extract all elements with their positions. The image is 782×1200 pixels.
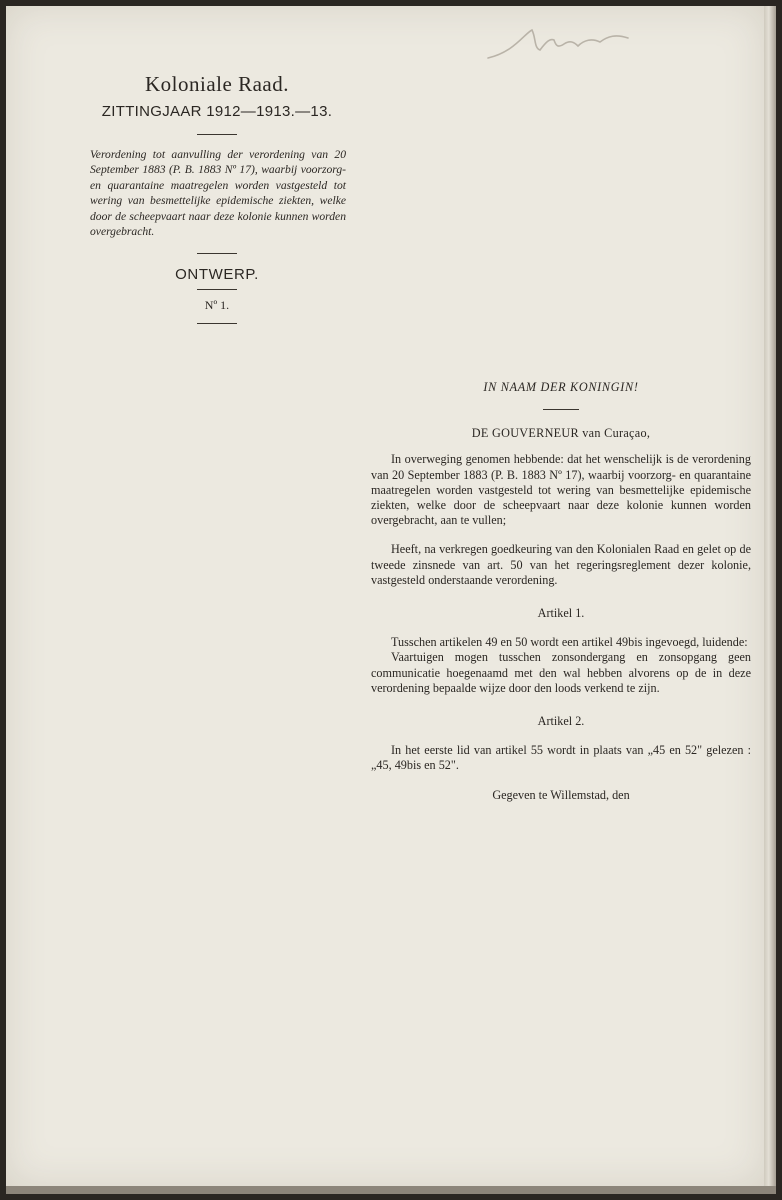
article-paragraph: Tusschen artikelen 49 en 50 wordt een artikel 49bis ingevoegd, luidende: <box>391 635 748 650</box>
draft-label: ONTWERP. <box>175 266 259 284</box>
pencil-annotation <box>484 24 634 64</box>
article-heading: Artikel 2. <box>537 714 585 729</box>
divider <box>197 323 237 324</box>
article-paragraph: Vaartuigen mogen tusschen zonsondergang en zonsopgang geen communicatie hoegenaamd met den wal hebben alvorens op de in deze verordening bepaalde wijze door den loods verkend te zijn. <box>371 650 751 695</box>
article-heading: Artikel 1. <box>537 606 585 621</box>
header-column <box>86 72 348 324</box>
divider <box>543 409 579 410</box>
page-edge <box>6 1186 776 1194</box>
draft-number: Nº 1. <box>204 298 230 313</box>
divider <box>197 289 237 290</box>
signoff: Gegeven te Willemstad, den <box>492 787 630 802</box>
session-year: ZITTINGJAAR 1912—1913.—13. <box>101 103 333 120</box>
council-title: Koloniale Raad. <box>145 72 289 96</box>
document-page <box>6 6 764 1186</box>
divider <box>197 134 237 135</box>
ordinance-body <box>371 380 751 803</box>
ordinance-description: Verordening tot aanvulling der verordening van 20 September 1883 (P. B. 1883 Nº 17), waarbij voorzorg- en quarantaine maatregelen worden vastgesteld tot wering van besmettelijke epidemische ziekten, welke door de scheepvaart naar deze kolonie kunnen worden overgebracht. <box>90 148 346 239</box>
article-paragraph: In het eerste lid van artikel 55 wordt in plaats van „45 en 52" gelezen : „45, 49bis en 52". <box>371 743 751 773</box>
approval-paragraph: Heeft, na verkregen goedkeuring van den Kolonialen Raad en gelet op de tweede zinsnede van art. 50 van het regeringsreglement dezer kolonie, vastgesteld onderstaande verordening. <box>371 542 751 587</box>
page-edge <box>764 6 776 1186</box>
invocation: IN NAAM DER KONINGIN! <box>483 380 639 394</box>
considering-paragraph: In overweging genomen hebbende: dat het wenschelijk is de verordening van 20 September 1883 (P. B. 1883 Nº 17), waarbij voorzorg- en quarantaine maatregelen worden vastgesteld tot wering van besmettelijke epidemische ziekten, welke door de scheepvaart naar deze kolonie kunnen worden overgebracht, aan te vullen; <box>371 452 751 528</box>
issuer: DE GOUVERNEUR van Curaçao, <box>471 426 651 441</box>
divider <box>197 253 237 254</box>
